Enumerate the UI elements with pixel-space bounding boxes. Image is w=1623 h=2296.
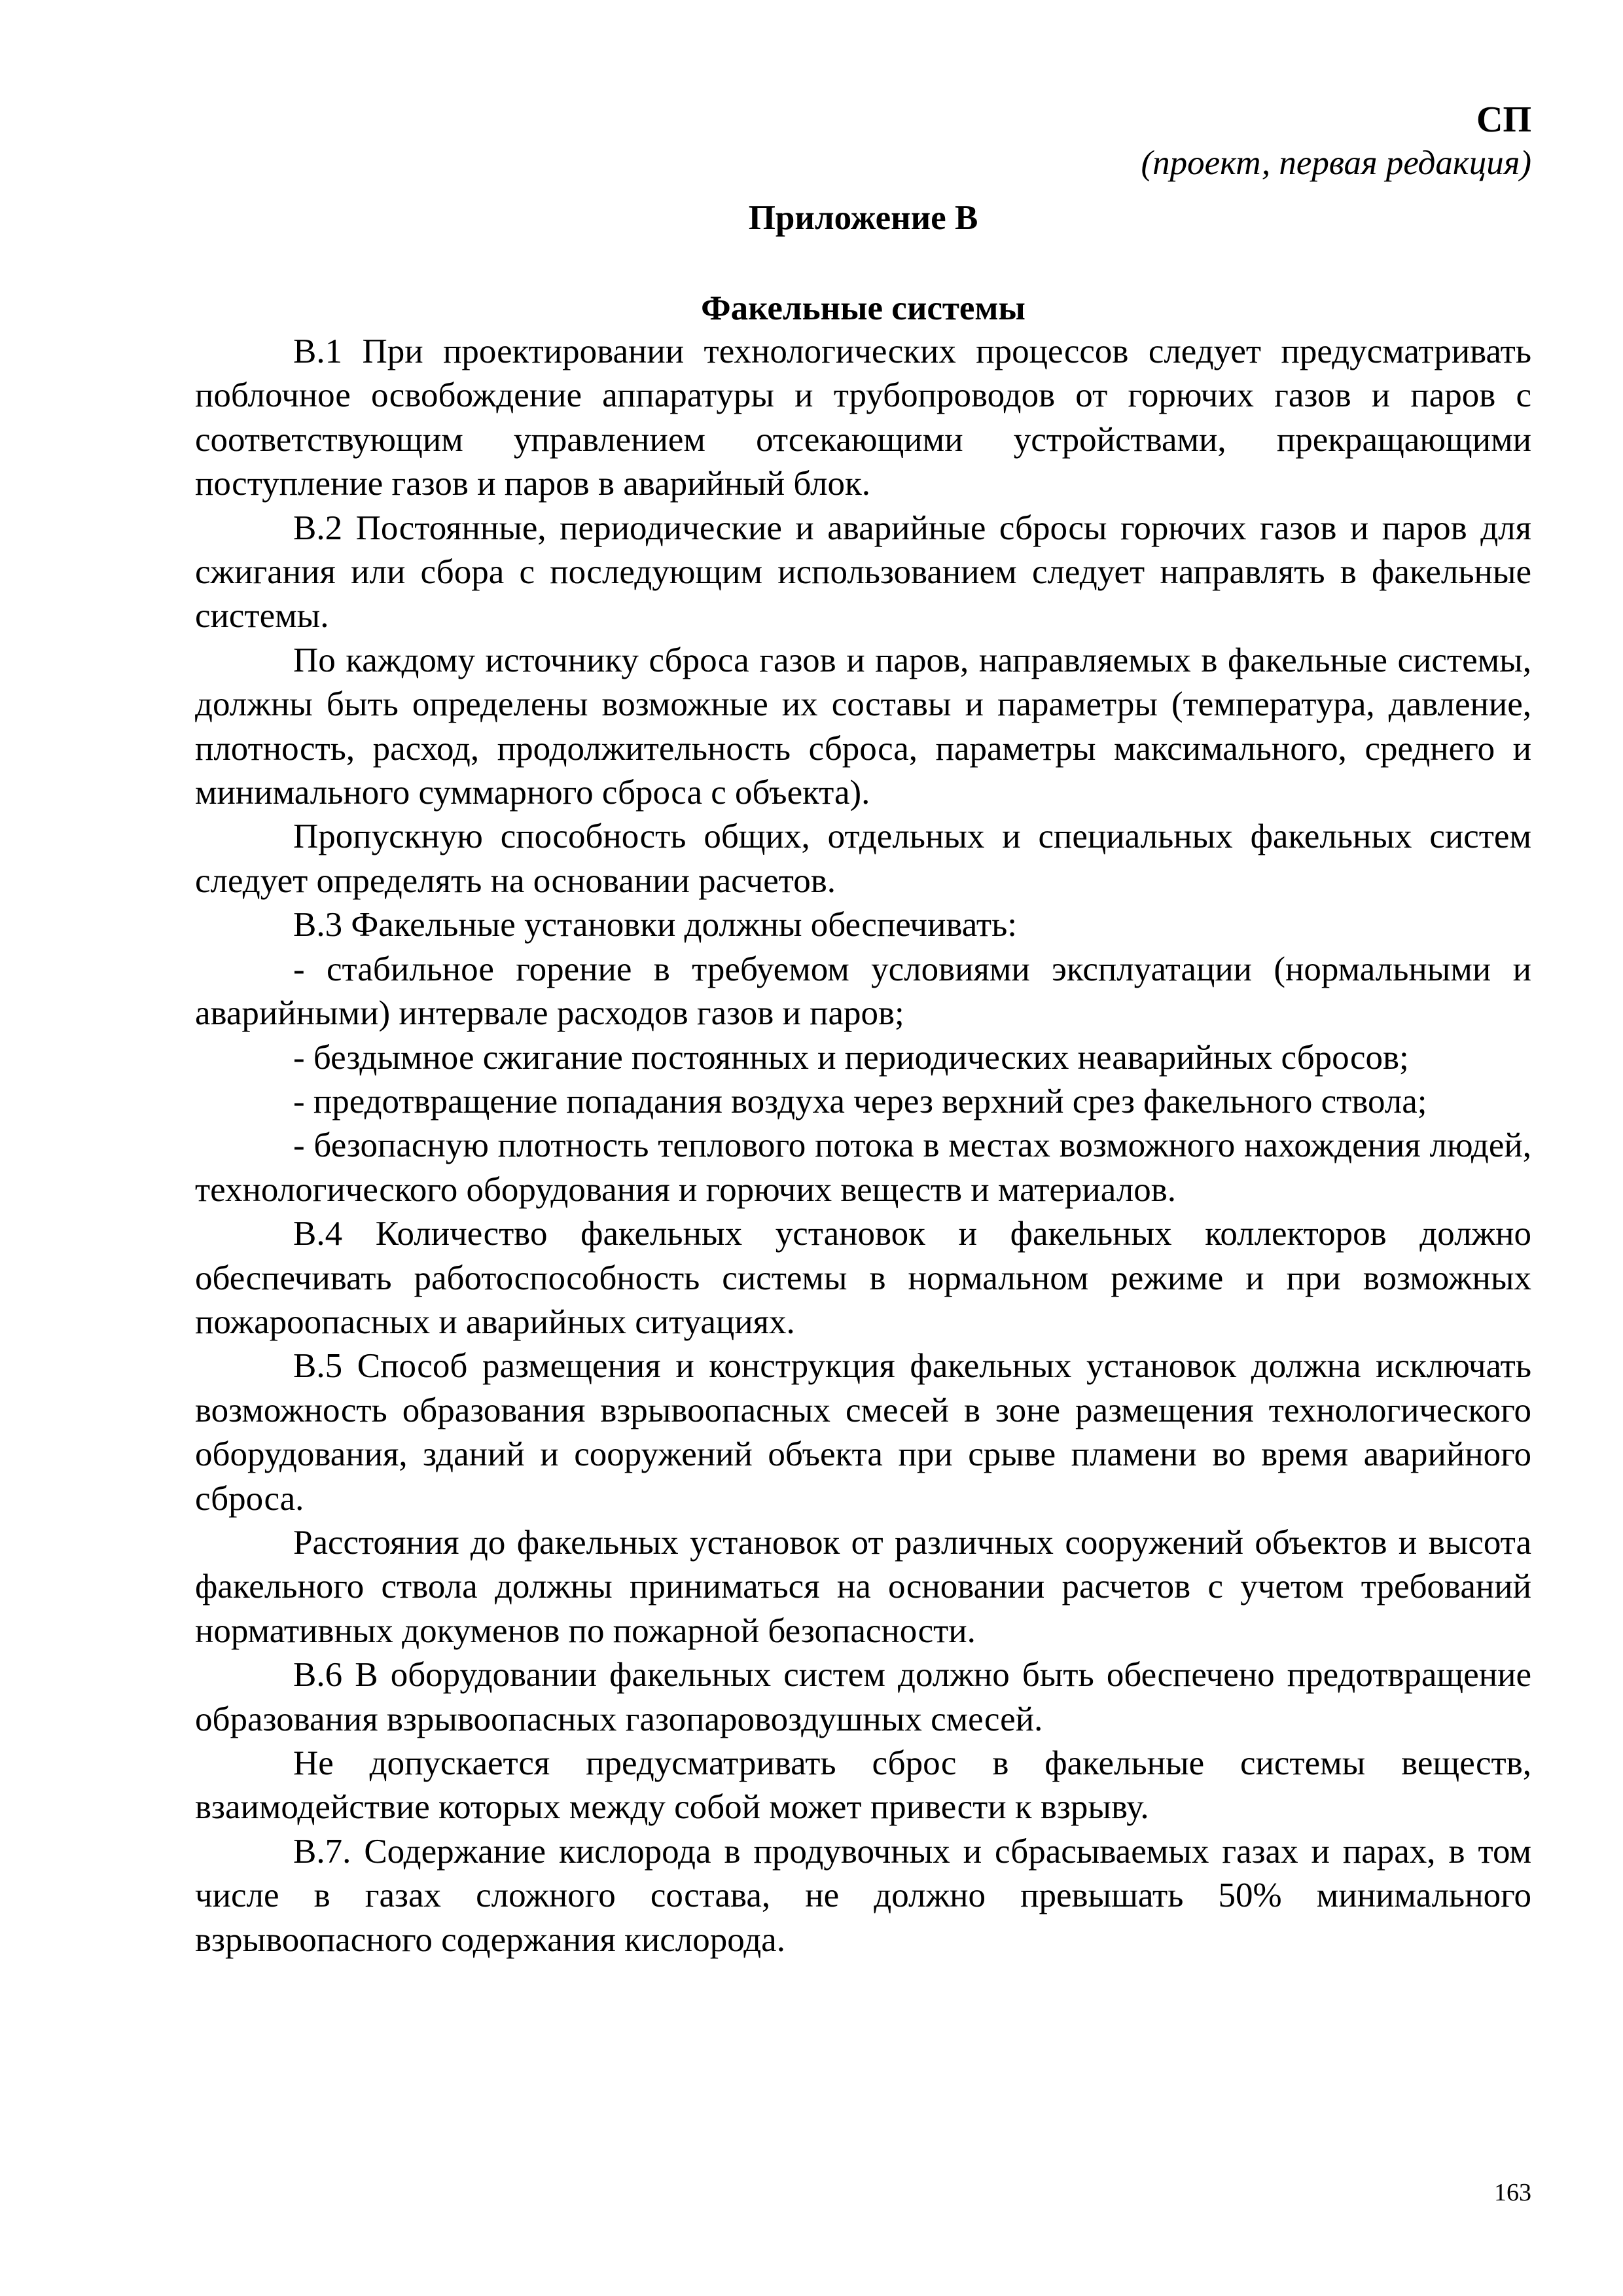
paragraph-b5-distances: Расстояния до факельных установок от различных сооружений объектов и высота факельного ствола должны приниматься на основании расчетов с учетом требований нормативных докуменов по пожарной безопасности.: [195, 1523, 1531, 1650]
paragraph-b6-prohibition: Не допускается предусматривать сброс в факельные системы веществ, взаимодействие которых между собой может привести к взрыву.: [195, 1744, 1531, 1827]
paragraph-b7: В.7. Содержание кислорода в продувочных и сбрасываемых газах и парах, в том числе в газах сложного состава, не должно превышать 50% минимального взрывоопасного содержания кислорода.: [195, 1832, 1531, 1959]
paragraph-b4: В.4 Количество факельных установок и факельных коллекторов должно обеспечивать работоспособность системы в нормальном режиме и при возможных пожароопасных и аварийных ситуациях.: [195, 1215, 1531, 1341]
list-item: - стабильное горение в требуемом условиями эксплуатации (нормальными и аварийными) интервале расходов газов и паров;: [195, 950, 1531, 1033]
paragraph-b5: В.5 Способ размещения и конструкция факельных установок должна исключать возможность образования взрывоопасных смесей в зоне размещения технологического оборудования, зданий и сооружений объекта при срыве пламени во время аварийного сброса.: [195, 1347, 1531, 1518]
document-page: [195, 0, 1531, 2296]
appendix-title: Приложение В: [748, 199, 978, 237]
page-number: 163: [1494, 2179, 1531, 2206]
paragraph-b2-capacity: Пропускную способность общих, отдельных и специальных факельных систем следует определять на основании расчетов.: [195, 817, 1531, 900]
paragraph-b2: В.2 Постоянные, периодические и аварийные сбросы горючих газов и паров для сжигания или сбора с последующим использованием следует направлять в факельные системы.: [195, 509, 1531, 636]
paragraph-b1: В.1 При проектировании технологических процессов следует предусматривать поблочное освобождение аппаратуры и трубопроводов от горючих газов и паров с соответствующим управлением отсекающими устройствами, прекращающими поступление газов и паров в аварийный блок.: [195, 332, 1531, 503]
paragraph-b6: В.6 В оборудовании факельных систем должно быть обеспечено предотвращение образования взрывоопасных газопаровоздушных смесей.: [195, 1656, 1531, 1738]
document-status: (проект, первая редакция): [1141, 144, 1531, 182]
list-item: - бездымное сжигание постоянных и периодических неаварийных сбросов;: [293, 1038, 1409, 1077]
paragraph-b2-sources: По каждому источнику сброса газов и паров, направляемых в факельные системы, должны быть определены возможные их составы и параметры (температура, давление, плотность, расход, продолжительность сброса, параметры максимального, среднего и минимального суммарного сброса с объекта).: [195, 641, 1531, 812]
section-title: Факельные системы: [701, 289, 1026, 327]
list-item: - предотвращение попадания воздуха через верхний срез факельного ствола;: [293, 1082, 1427, 1121]
list-item: - безопасную плотность теплового потока в местах возможного нахождения людей, технологического оборудования и горючих веществ и материалов.: [195, 1126, 1531, 1209]
paragraph-b3: В.3 Факельные установки должны обеспечивать:: [293, 906, 1017, 944]
body-text: [195, 330, 1531, 1962]
document-code: СП: [1476, 99, 1531, 140]
